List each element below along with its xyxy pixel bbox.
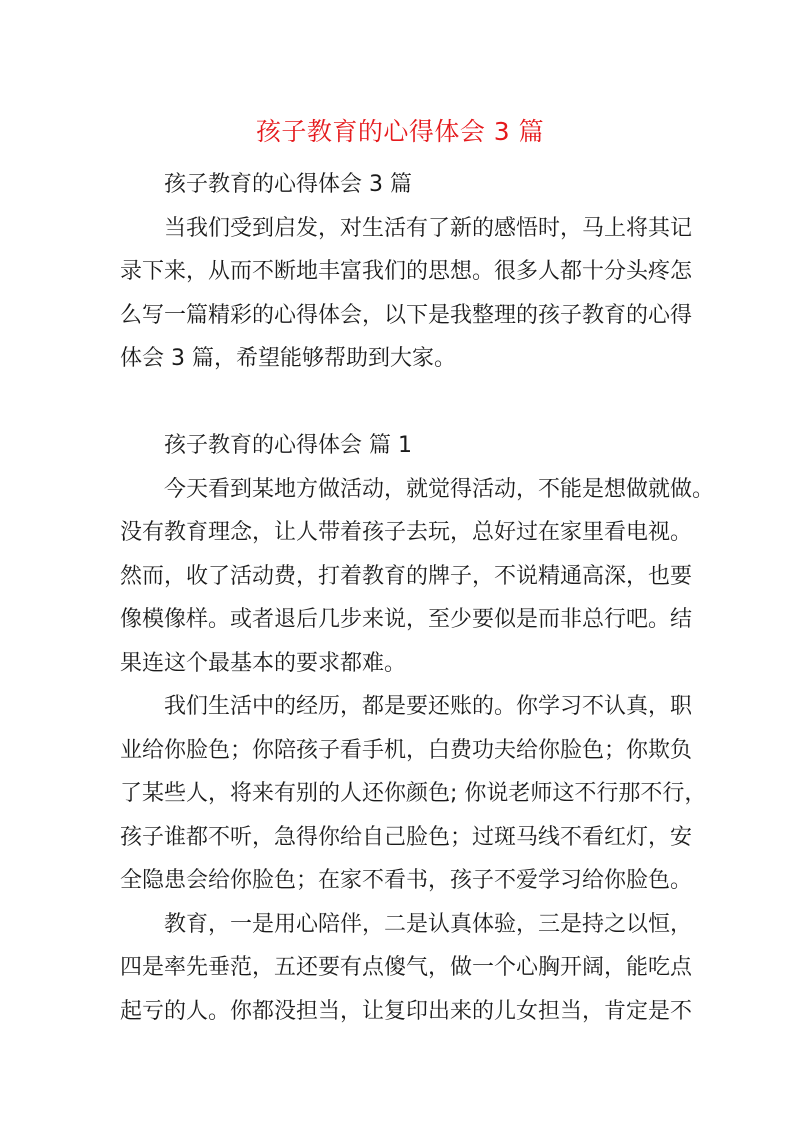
intro-line: 体会 3 篇，希望能够帮助到大家。 xyxy=(120,346,456,371)
paragraph1-line: 然而，收了活动费，打着教育的牌子，不说精通高深，也要 xyxy=(120,563,693,589)
paragraph2-line: 了某些人，将来有别的人还你颜色; 你说老师这不行那不行， xyxy=(120,781,707,806)
paragraph3-line: 教育，一是用心陪伴，二是认真体验，三是持之以恒， xyxy=(164,911,693,937)
paragraph2-line: 业给你脸色；你陪孩子看手机，白费功夫给你脸色；你欺负 xyxy=(120,737,693,763)
document-body xyxy=(120,163,715,1033)
paragraph1-line: 今天看到某地方做活动，就觉得活动，不能是想做就做。 xyxy=(164,476,715,502)
intro-subtitle: 孩子教育的心得体会 3 篇 xyxy=(164,172,412,197)
paragraph3-line: 四是率先垂范，五还要有点傻气，做一个心胸开阔，能吃点 xyxy=(120,955,693,980)
section1-heading: 孩子教育的心得体会 篇 1 xyxy=(164,433,412,458)
intro-line: 当我们受到启发，对生活有了新的感悟时，马上将其记 xyxy=(164,215,693,241)
section-spacer xyxy=(120,381,680,425)
paragraph2-line: 孩子谁都不听，急得你给自己脸色；过斑马线不看红灯，安 xyxy=(120,824,693,850)
intro-line: 么写一篇精彩的心得体会，以下是我整理的孩子教育的心得 xyxy=(120,302,693,328)
paragraph1-line: 果连这个最基本的要求都难。 xyxy=(120,650,407,676)
paragraph2-line: 我们生活中的经历，都是要还账的。你学习不认真，职 xyxy=(164,694,693,719)
paragraph3-line: 起亏的人。你都没担当，让复印出来的儿女担当，肯定是不 xyxy=(120,998,693,1024)
paragraph2-line: 全隐患会给你脸色；在家不看书，孩子不爱学习给你脸色。 xyxy=(120,868,693,893)
document-title: 孩子教育的心得体会 3 篇 xyxy=(255,117,545,146)
intro-line: 录下来，从而不断地丰富我们的思想。很多人都十分头疼怎 xyxy=(120,259,693,284)
paragraph1-line: 像模像样。或者退后几步来说，至少要似是而非总行吧。结 xyxy=(120,607,693,632)
paragraph1-line: 没有教育理念，让人带着孩子去玩，总好过在家里看电视。 xyxy=(120,520,693,545)
